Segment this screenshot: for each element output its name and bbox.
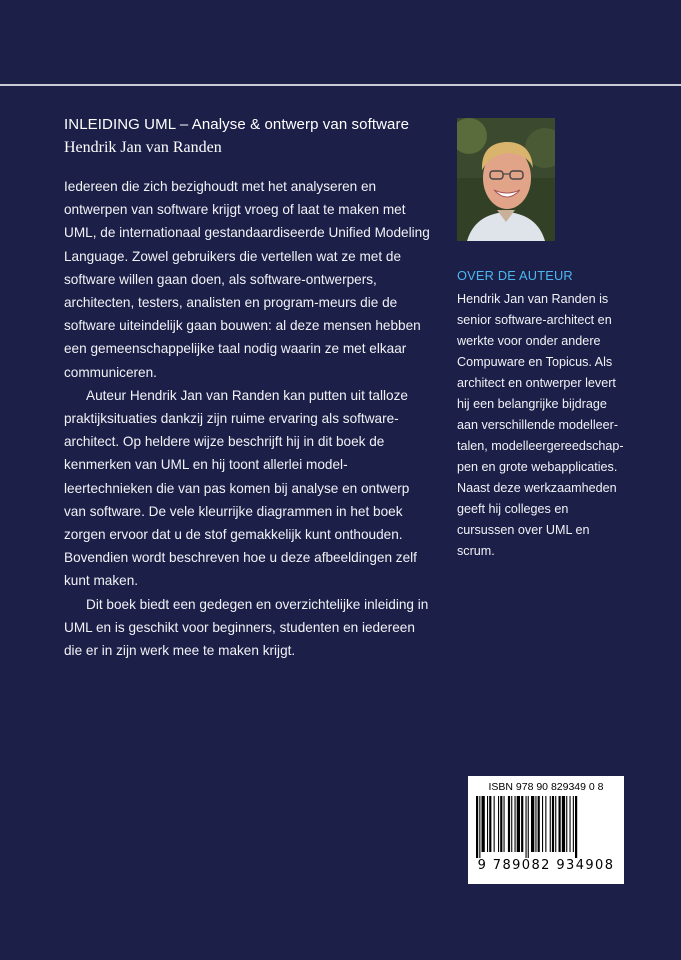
barcode-bar [559, 796, 561, 852]
book-author: Hendrik Jan van Randen [64, 139, 222, 156]
barcode-bar [542, 796, 543, 852]
barcode-bar [550, 796, 551, 852]
book-title: INLEIDING UML – Analyse & ontwerp van software [64, 116, 410, 133]
isbn-barcode [468, 776, 624, 884]
barcode-bar [482, 796, 485, 852]
barcode-bar [545, 796, 546, 852]
barcode-bar [526, 796, 527, 858]
about-author-text: Hendrik Jan van Randen is senior software-architect en werkte voor onder andere Compuware en Topicus. Als architect en ontwerper levert hij een belangrijke bijdrage aan verschillende modelleer-talen, modelleergereedschap-pen en grote webapplicaties. Naast deze werkzaamheden geeft hij colleges en cursussen over UML en scrum. [457, 292, 624, 558]
barcode-bar [535, 796, 536, 852]
blurb-paragraph: Auteur Hendrik Jan van Randen kan putten uit talloze praktijksituaties dankzij zijn ruime ervaring als software-architect. Op heldere wijze beschrijft hij in dit boek de kenmerken van UML en hij toont allerlei model-leertechnieken die van pas komen bij analyse en ontwerp van software. De vele kleurrijke diagrammen in het boek zorgen ervoor dat u de stof gemakkelijk kunt onthouden. Bovendien wordt beschreven hoe u deze afbeeldingen zelf kunt maken. [64, 387, 417, 589]
blurb-paragraph: Dit boek biedt een gedegen en overzichtelijke inleiding in UML en is geschikt voor beginners, studenten en iedereen die er in zijn werk mee te maken krijgt. [64, 596, 429, 659]
barcode-digits: 9 789082 934908 [477, 858, 615, 873]
barcode-bar [562, 796, 565, 852]
barcode-bar [489, 796, 491, 852]
barcode-bar [528, 796, 529, 858]
barcode-bar [575, 796, 577, 858]
barcode-bar [531, 796, 534, 852]
blurb-paragraph: Iedereen die zich bezighoudt met het analyseren en ontwerpen van software krijgt vroeg of laat te maken met UML, de internationaal gestandaardiseerde Unified Modeling Language. Zowel gebruikers die vertellen wat ze met de software willen gaan doen, als software-ontwerpers, architecten, testers, analisten en program-meurs die de software uiteindelijk gaan bouwen: al deze mensen hebben een gemeenschappelijke taal nodig waarin ze met elkaar communiceren. [64, 179, 430, 380]
barcode-bar [504, 796, 505, 852]
barcode-bar [500, 796, 502, 852]
barcode-bar [538, 796, 540, 852]
top-divider [0, 84, 681, 86]
barcode-bar [570, 796, 571, 852]
barcode-bar [517, 796, 520, 852]
barcode-bar [508, 796, 510, 852]
barcode-bar [521, 796, 523, 852]
barcode-bar [573, 796, 574, 852]
barcode-bar [555, 796, 556, 852]
barcode-bar [476, 796, 478, 858]
barcode-bar [566, 796, 567, 852]
isbn-label: ISBN 978 90 829349 0 8 [488, 781, 604, 793]
barcode-bar [479, 796, 480, 858]
about-author-heading: OVER DE AUTEUR [457, 268, 573, 283]
barcode-bars [474, 796, 618, 858]
barcode-bar [494, 796, 495, 852]
barcode-bar [487, 796, 488, 852]
barcode-bar [498, 796, 499, 852]
barcode-bar [552, 796, 554, 852]
barcode-bar [511, 796, 512, 852]
barcode-bar [515, 796, 516, 852]
author-photo [457, 118, 555, 241]
back-cover-blurb [64, 175, 434, 662]
